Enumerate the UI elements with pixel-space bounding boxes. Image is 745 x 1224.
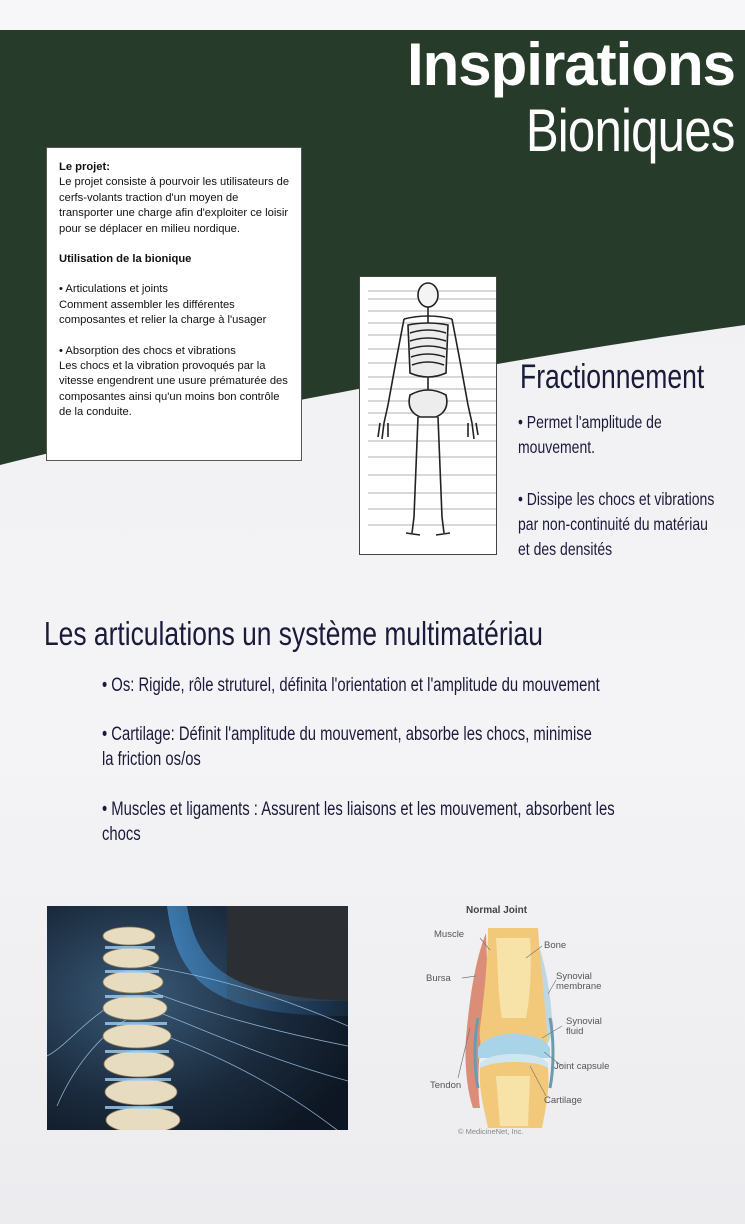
- label-synovial-fluid-2: fluid: [566, 1026, 584, 1037]
- project-info-box: [46, 147, 302, 461]
- copyright-credit: © MedicineNet, Inc.: [458, 1127, 524, 1136]
- bionics-heading: Utilisation de la bionique: [59, 253, 192, 266]
- label-synovial-fluid-1: Synovial: [566, 1016, 602, 1027]
- label-joint-capsule: Joint capsule: [554, 1061, 610, 1072]
- fractionnement-title: Fractionnement: [520, 358, 705, 396]
- project-text: Le projet consiste à pourvoir les utilisateurs de cerfs-volants traction d'un moyen de transporter une charge afin d'exploiter ce loisir pour se déplacer en milieu nordique.: [59, 176, 290, 235]
- title-line2: Bioniques: [526, 97, 735, 164]
- fractionnement-bullet-2-text: • Dissipe les chocs et vibrations par non-continuité du matériau et des densités: [518, 489, 715, 559]
- label-cartilage: Cartilage: [544, 1095, 583, 1106]
- articulations-bullet-1-text: • Os: Rigide, rôle struturel, définita l'orientation et l'amplitude du mouvement: [102, 675, 600, 696]
- label-tendon: Tendon: [430, 1080, 462, 1091]
- fractionnement-bullet-1: [518, 410, 723, 460]
- articulations-bullet-3-text: • Muscles et ligaments : Assurent les liaisons et les mouvement, absorbent les chocs: [102, 799, 615, 845]
- fractionnement-bullet-1-text: • Permet l'amplitude de mouvement.: [518, 412, 662, 457]
- label-synovial-membrane-2: membrane: [556, 981, 602, 992]
- joint-diagram-title: Normal Joint: [466, 905, 528, 916]
- title-line1: Inspirations: [406, 31, 735, 98]
- item1-text: Comment assembler les différentes composantes et relier la charge à l'usager: [59, 298, 267, 327]
- articulations-bullet-2-text: • Cartilage: Définit l'amplitude du mouvement, absorbe les chocs, minimise la friction os/os: [102, 724, 592, 770]
- label-synovial-membrane-1: Synovial: [556, 971, 592, 982]
- articulations-title: Les articulations un système multimatériau: [44, 615, 543, 652]
- spine-photo: [47, 906, 348, 1130]
- item1-title: • Articulations et joints: [59, 283, 169, 296]
- articulations-bullet-1: [102, 673, 742, 698]
- label-muscle: Muscle: [434, 929, 465, 940]
- item2-text: Les chocs et la vibration provoqués par la vitesse engendrent une usure prématurée des composantes ainsi qu'un moins bon contrôle de la conduite.: [59, 360, 288, 419]
- joint-diagram: [418, 898, 638, 1143]
- item2-title: • Absorption des chocs et vibrations: [59, 344, 236, 357]
- label-bursa: Bursa: [426, 973, 451, 984]
- project-heading: Le projet:: [59, 161, 110, 173]
- articulations-bullet-3: [102, 797, 742, 847]
- label-bone: Bone: [544, 940, 567, 951]
- fractionnement-bullet-2: [518, 487, 723, 562]
- skeleton-image: [359, 276, 497, 555]
- articulations-bullet-2: [102, 722, 742, 772]
